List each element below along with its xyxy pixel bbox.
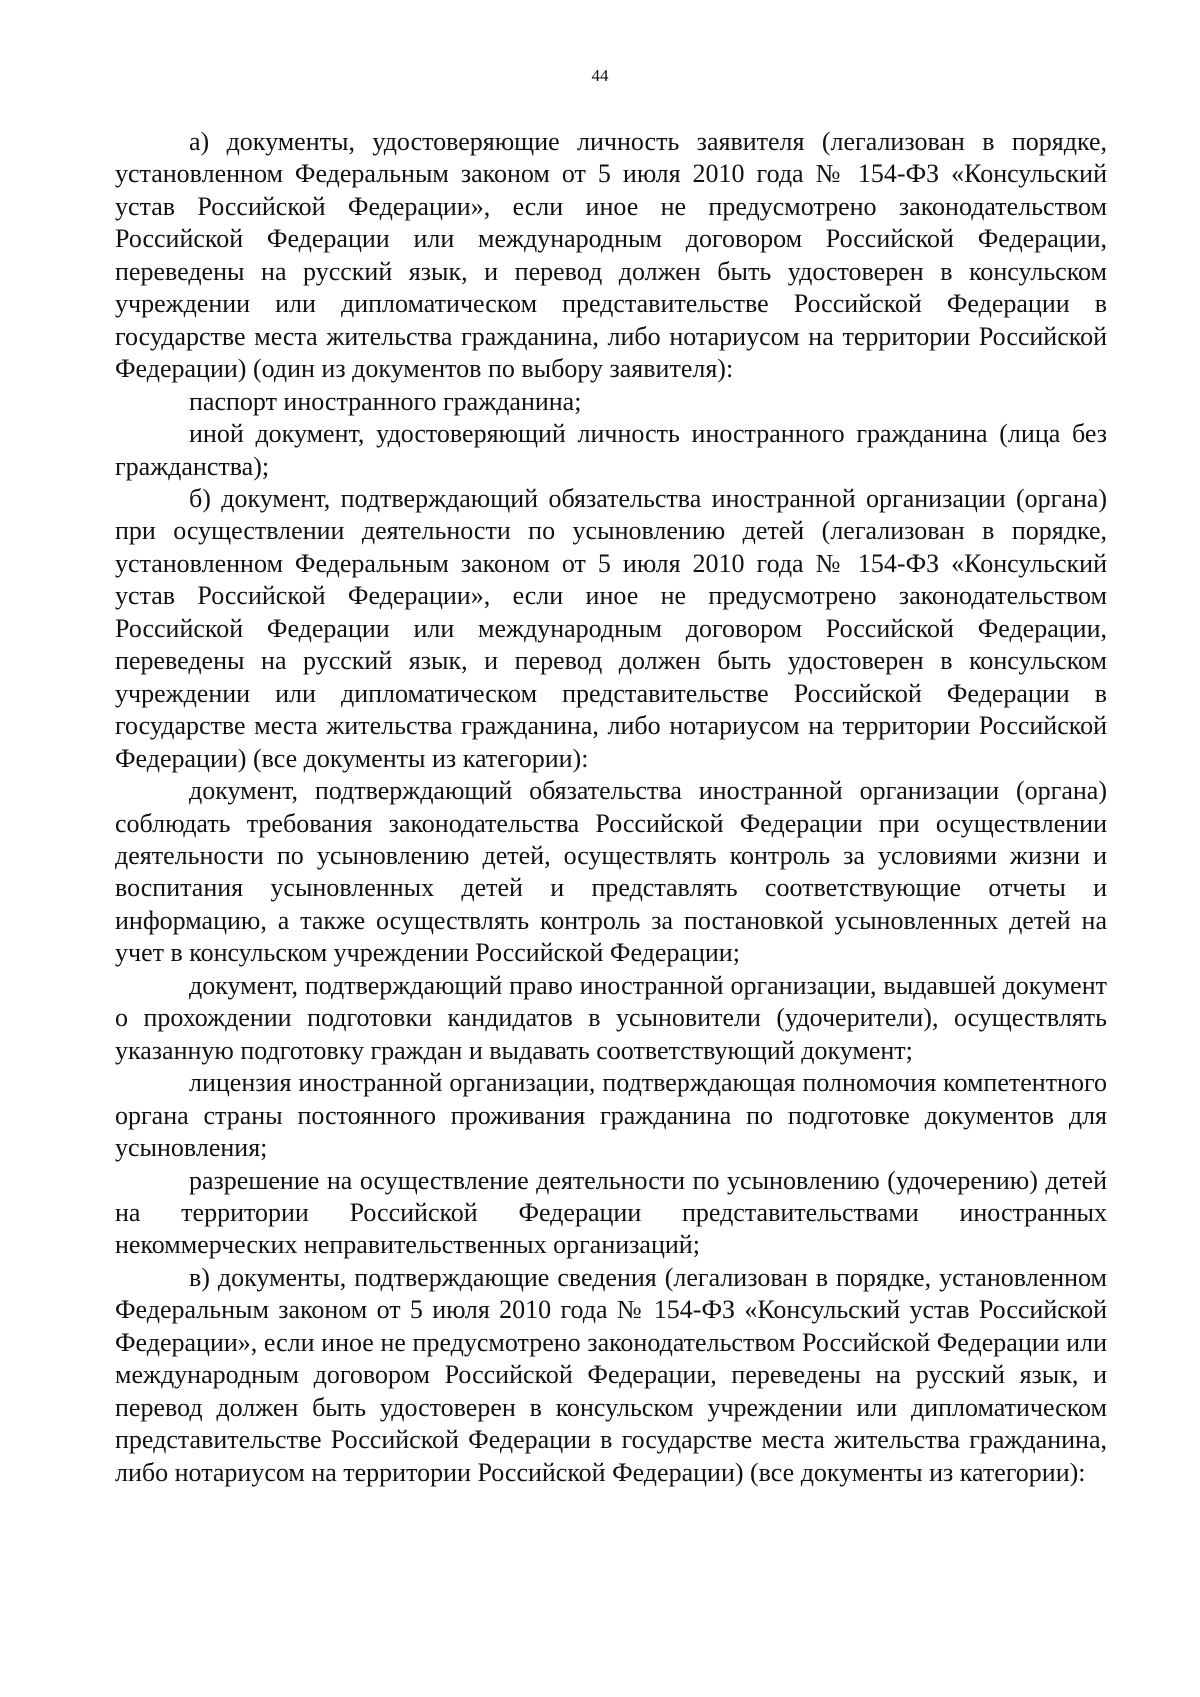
paragraph-a-identity-documents: а) документы, удостоверяющие личность заявителя (легализован в порядке, установленном Федеральным законом от 5 июля 2010 года № 154-ФЗ «Консульский устав Российской Федерации», если иное не предусмотрено законодательством Российской Федерации или международным договором Российской Федерации, переведены на русский язык, и перевод должен быть удостоверен в консульском учреждении или дипломатическом представительстве Российской Федерации в государстве места жительства гражданина, либо нотариусом на территории Российской Федерации) (один из документов по выбору заявителя): [115,127,1107,384]
paragraph-obligations-document: документ, подтверждающий обязательства иностранной организации (органа) соблюдать требования законодательства Российской Федерации при осуществлении деятельности по усыновлению детей, осуществлять контроль за условиями жизни и воспитания усыновленных детей и представлять соответствующие отчеты и информацию, а также осуществлять контроль за постановкой усыновленных детей на учет в консульском учреждении Российской Федерации; [115,776,1107,968]
paragraph-passport: паспорт иностранного гражданина; [189,386,582,416]
paragraph-other-identity-document: иной документ, удостоверяющий личность иностранного гражданина (лица без гражданства); [115,419,1107,481]
paragraph-b-organization-obligations: б) документ, подтверждающий обязательства иностранной организации (органа) при осуществлении деятельности по усыновлению детей (легализован в порядке, установленном Федеральным законом от 5 июля 2010 года № 154-ФЗ «Консульский устав Российской Федерации», если иное не предусмотрено законодательством Российской Федерации или международным договором Российской Федерации, переведены на русский язык, и перевод должен быть удостоверен в консульском учреждении или дипломатическом представительстве Российской Федерации в государстве места жительства гражданина, либо нотариусом на территории Российской Федерации) (все документы из категории): [115,483,1107,773]
document-body [115,126,1107,1489]
paragraph-permission: разрешение на осуществление деятельности по усыновлению (удочерению) детей на территории Российской Федерации представительствами иностранных некоммерческих неправительственных организаций; [115,1165,1107,1260]
paragraph-training-right-document: документ, подтверждающий право иностранной организации, выдавшей документ о прохождении подготовки кандидатов в усыновители (удочерители), осуществлять указанную подготовку граждан и выдавать соответствующий документ; [115,970,1107,1065]
paragraph-license: лицензия иностранной организации, подтверждающая полномочия компетентного органа страны постоянного проживания гражданина по подготовке документов для усыновления; [115,1068,1107,1163]
page-number: 44 [591,66,609,85]
paragraph-v-confirming-documents: в) документы, подтверждающие сведения (легализован в порядке, установленном Федеральным законом от 5 июля 2010 года № 154-ФЗ «Консульский устав Российской Федерации», если иное не предусмотрено законодательством Российской Федерации или международным договором Российской Федерации, переведены на русский язык, и перевод должен быть удостоверен в консульском учреждении или дипломатическом представительстве Российской Федерации в государстве места жительства гражданина, либо нотариусом на территории Российской Федерации) (все документы из категории): [115,1262,1107,1487]
